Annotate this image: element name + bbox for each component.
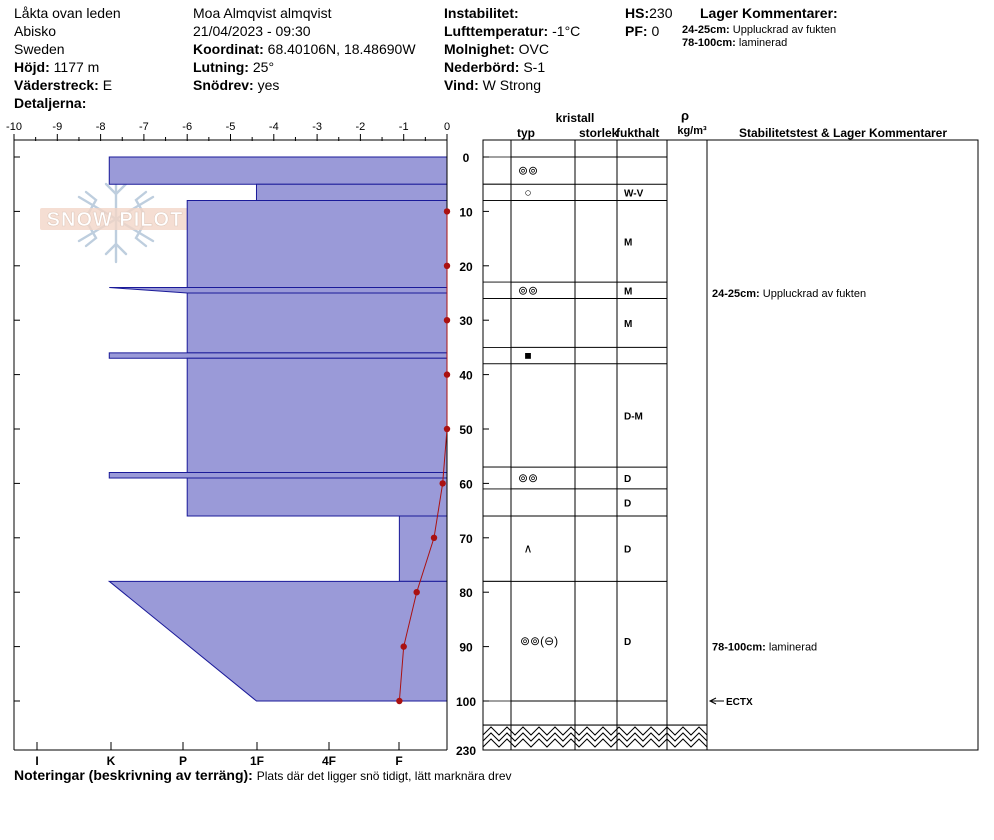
temp-tick-label: -5 — [225, 121, 236, 133]
grain-type-symbol: ⊚⊚ — [517, 470, 539, 485]
hardness-tick-label: 1F — [249, 754, 265, 768]
slope-label: Lutning: — [193, 59, 249, 75]
hardness-tick-label: I — [35, 754, 39, 768]
moisture-value: W-V — [624, 188, 644, 200]
depth-tick-label: 20 — [459, 259, 473, 274]
layer-comment — [712, 642, 817, 654]
layer-comment-1-range: 24-25cm: — [682, 24, 730, 36]
moisture-value: M — [624, 286, 633, 298]
grain-type-symbol: ⊚⊚ — [517, 163, 539, 178]
elevation-value: 1177 m — [53, 59, 100, 75]
moisture-value: D — [624, 637, 632, 649]
depth-tick-label: 60 — [459, 477, 473, 492]
temp-tick-label: -1 — [398, 121, 409, 133]
pf-label: PF: — [625, 23, 648, 39]
layer-comment-text: Uppluckrad av fukten — [762, 288, 867, 300]
aspect-label: Väderstreck: — [14, 77, 99, 93]
temperature-point — [431, 535, 437, 541]
col-density-unit: kg/m³ — [677, 125, 707, 137]
col-storlek: storlek — [579, 126, 619, 140]
grain-type-symbol: ⊚⊚(⊖) — [520, 634, 559, 649]
pf-value: 0 — [651, 23, 660, 39]
grain-type-symbol: ⊚⊚ — [517, 283, 539, 298]
temperature-point — [444, 317, 450, 323]
col-typ: typ — [517, 126, 535, 140]
coord-value: 68.40106N, 18.48690W — [267, 41, 416, 57]
temperature-point — [401, 643, 407, 649]
temperature-point — [444, 263, 450, 269]
notes-text: Plats där det ligger snö tidigt, lätt marknära drev — [256, 769, 512, 783]
hs-value: 230 — [649, 5, 673, 21]
layer-table — [483, 157, 866, 708]
temp-tick-label: -2 — [355, 121, 366, 133]
precip-label: Nederbörd: — [444, 59, 520, 75]
instability-label: Instabilitet: — [444, 5, 519, 21]
slope-value: 25° — [252, 59, 275, 75]
depth-break-zigzag — [483, 725, 707, 747]
layer-table-frame — [483, 140, 978, 750]
moisture-value: D-M — [624, 411, 643, 423]
hardness-tick-label: F — [395, 754, 403, 768]
hardness-layer — [109, 288, 447, 293]
depth-tick-label: 70 — [459, 531, 473, 546]
col-kristall: kristall — [555, 111, 595, 125]
elevation-label: Höjd: — [14, 59, 50, 75]
temp-tick-label: -10 — [6, 121, 22, 133]
aspect-value: E — [102, 77, 113, 93]
temp-tick-label: -4 — [268, 121, 279, 133]
datetime: 21/04/2023 - 09:30 — [193, 23, 311, 39]
layer-comments-title-text: Lager Kommentarer: — [700, 5, 838, 21]
hardness-layer — [109, 473, 447, 478]
depth-tick-label: 80 — [459, 586, 473, 601]
layer-comment — [712, 288, 866, 300]
hs-label: HS: — [625, 5, 650, 21]
temp-tick-label: -8 — [95, 121, 106, 133]
hardness-tick-label: P — [178, 754, 188, 768]
layer-comment-range: 24-25cm: — [712, 288, 763, 300]
coord-label: Koordinat: — [193, 41, 264, 57]
depth-tick-label: 0 — [462, 151, 470, 165]
col-fukthalt: fukthalt — [616, 126, 660, 140]
layer-comment-2-text: laminerad — [738, 37, 788, 49]
region: Abisko — [14, 23, 57, 39]
zigzag-line — [483, 727, 707, 735]
grain-type-symbol: ○ — [524, 185, 532, 200]
temperature-point — [444, 426, 450, 432]
hardness-axis — [35, 742, 402, 768]
temp-tick-label: -9 — [52, 121, 63, 133]
temperature-point — [396, 698, 402, 704]
hardness-profile — [109, 157, 447, 701]
airtemp-label: Lufttemperatur: — [444, 23, 549, 39]
airtemp-value: -1°C — [552, 23, 581, 39]
wind-label: Vind: — [444, 77, 479, 93]
depth-tick-label: 90 — [459, 640, 473, 655]
precip-value: S-1 — [523, 59, 546, 75]
temp-tick-label: 0 — [443, 121, 451, 133]
temperature-axis — [6, 121, 450, 141]
temperature-point — [444, 371, 450, 377]
hardness-layer — [187, 358, 447, 472]
temp-tick-label: -3 — [312, 121, 322, 133]
hardness-layer — [187, 201, 447, 288]
moisture-value: D — [624, 498, 632, 510]
depth-tick-label: 50 — [459, 423, 473, 437]
wind-value: W Strong — [482, 77, 541, 93]
details-label: Detaljerna: — [14, 95, 87, 111]
depth-tick-label: 40 — [459, 368, 473, 383]
watermark-text: SNOW PILOT — [46, 209, 184, 231]
temp-tick-label: -7 — [139, 121, 149, 133]
layer-comment-2-range: 78-100cm: — [682, 37, 736, 49]
depth-bottom-label: 230 — [455, 744, 477, 758]
grain-type-symbol: ■ — [524, 348, 532, 363]
notes-label: Noteringar (beskrivning av terräng): — [14, 767, 253, 783]
temperature-point — [413, 589, 419, 595]
grain-type-symbol: ∧ — [523, 541, 533, 556]
snowdrift-value: yes — [257, 77, 280, 93]
snowdrift-label: Snödrev: — [193, 77, 254, 93]
country: Sweden — [14, 41, 65, 57]
stability-test-label: ECTX — [726, 697, 753, 708]
layer-comment-text: laminerad — [768, 641, 818, 654]
col-rho: ρ — [680, 108, 690, 123]
hardness-tick-label: 4F — [321, 754, 337, 768]
layer-comment-1-text: Uppluckrad av fukten — [732, 24, 837, 36]
hardness-layer — [109, 581, 447, 701]
terrain-notes — [14, 766, 512, 785]
observer: Moa Almqvist almqvist — [193, 5, 332, 21]
hardness-layer — [109, 353, 447, 358]
cloud-value: OVC — [518, 41, 549, 57]
hardness-layer — [187, 293, 447, 353]
temp-tick-label: -6 — [182, 121, 193, 133]
location-name: Låkta ovan leden — [14, 5, 121, 21]
hardness-layer — [256, 184, 447, 200]
temperature-point — [439, 480, 445, 486]
temperature-point — [444, 208, 450, 214]
depth-tick-label: 30 — [459, 314, 473, 329]
hardness-layer — [109, 157, 447, 184]
zigzag-line — [483, 733, 707, 741]
hardness-layer — [187, 478, 447, 516]
depth-tick-label: 10 — [459, 205, 473, 220]
moisture-value: M — [624, 318, 633, 330]
moisture-value: D — [624, 544, 632, 556]
depth-tick-label: 100 — [455, 695, 477, 709]
cloud-label: Molnighet: — [444, 41, 515, 57]
hardness-tick-label: K — [106, 754, 116, 768]
layer-comment-range: 78-100cm: — [712, 641, 769, 654]
snowpilot-watermark — [40, 176, 190, 262]
moisture-value: M — [624, 237, 633, 249]
moisture-value: D — [624, 473, 632, 485]
col-stability: Stabilitetstest & Lager Kommentarer — [738, 126, 948, 140]
zigzag-line — [483, 739, 707, 747]
